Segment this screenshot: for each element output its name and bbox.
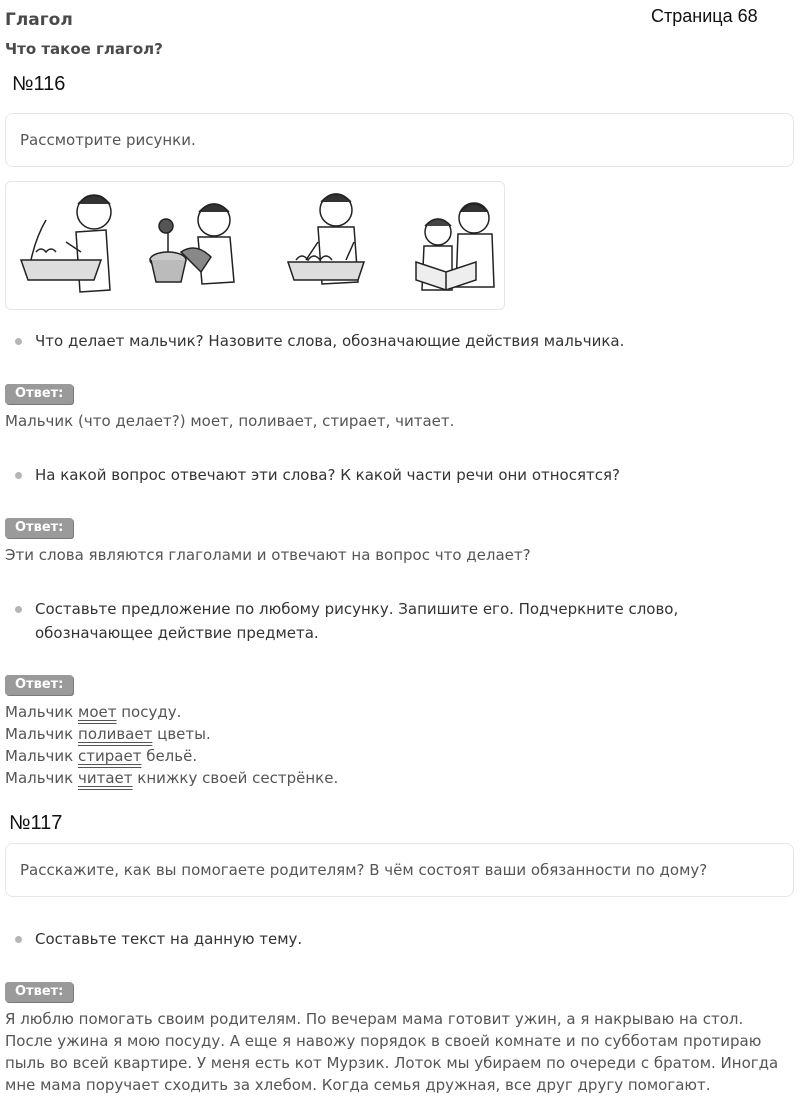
answer-line: Мальчик читает книжку своей сестрёнке. — [5, 769, 339, 787]
underlined-verb: читает — [78, 769, 133, 787]
answer-badge: Ответ: — [5, 384, 73, 404]
underlined-verb: поливает — [78, 725, 153, 743]
page-number: Страница 68 — [651, 6, 758, 26]
task-box-117 — [5, 843, 794, 897]
bullet-dot — [15, 338, 22, 345]
bullet-dot — [15, 936, 22, 943]
answer-line: Мальчик моет посуду. — [5, 703, 182, 721]
question-116-3 — [15, 597, 785, 645]
bullet-dot — [15, 606, 22, 613]
answer-116-1: Мальчик (что делает?) моет, поливает, стирает, читает. — [5, 412, 455, 430]
answer-117-1: Я люблю помогать своим родителям. По вечерам мама готовит ужин, а я накрываю на стол. После ужина я мою посуду. А еще я навожу порядок в своей комнате и по субботам протираю пыль во всей квартире. У меня есть кот Мурзик. Лоток мы убираем по очереди с братом. Иногда мне мама поручает сходить за хлебом. Когда семья дружная, все друг другу помогают. — [5, 1010, 779, 1094]
answer-line: Мальчик стирает бельё. — [5, 747, 198, 765]
question-text: Составьте текст на данную тему. — [35, 930, 303, 948]
answer-line: Мальчик поливает цветы. — [5, 725, 211, 743]
question-text: На какой вопрос отвечают эти слова? К какой части речи они относятся? — [35, 466, 620, 484]
underlined-verb: моет — [78, 703, 117, 721]
answer-116-3 — [5, 701, 795, 789]
question-116-2 — [15, 463, 785, 487]
answer-badge: Ответ: — [5, 982, 73, 1002]
answer-badge: Ответ: — [5, 518, 73, 538]
question-text: Что делает мальчик? Назовите слова, обозначающие действия мальчика. — [35, 332, 625, 350]
topic-subtitle: Что такое глагол? — [5, 40, 163, 58]
topic-title: Глагол — [5, 10, 73, 30]
question-text: Составьте предложение по любому рисунку. Запишите его. Подчеркните слово, обозначающее действие предмета. — [35, 600, 679, 642]
bullet-dot — [15, 472, 22, 479]
question-116-1 — [15, 329, 785, 353]
illustration — [5, 181, 505, 310]
question-117-1 — [15, 927, 785, 951]
answer-badge: Ответ: — [5, 675, 73, 695]
task-text: Расскажите, как вы помогаете родителям? В чём состоят ваши обязанности по дому? — [20, 861, 708, 879]
task-box-116 — [5, 113, 794, 167]
exercise-number-116: №116 — [12, 73, 66, 95]
task-text: Рассмотрите рисунки. — [20, 131, 196, 149]
answer-116-2: Эти слова являются глаголами и отвечают на вопрос что делает? — [5, 546, 531, 564]
exercise-number-117: №117 — [9, 812, 63, 834]
underlined-verb: стирает — [78, 747, 142, 765]
illustration-drawing — [6, 182, 505, 310]
